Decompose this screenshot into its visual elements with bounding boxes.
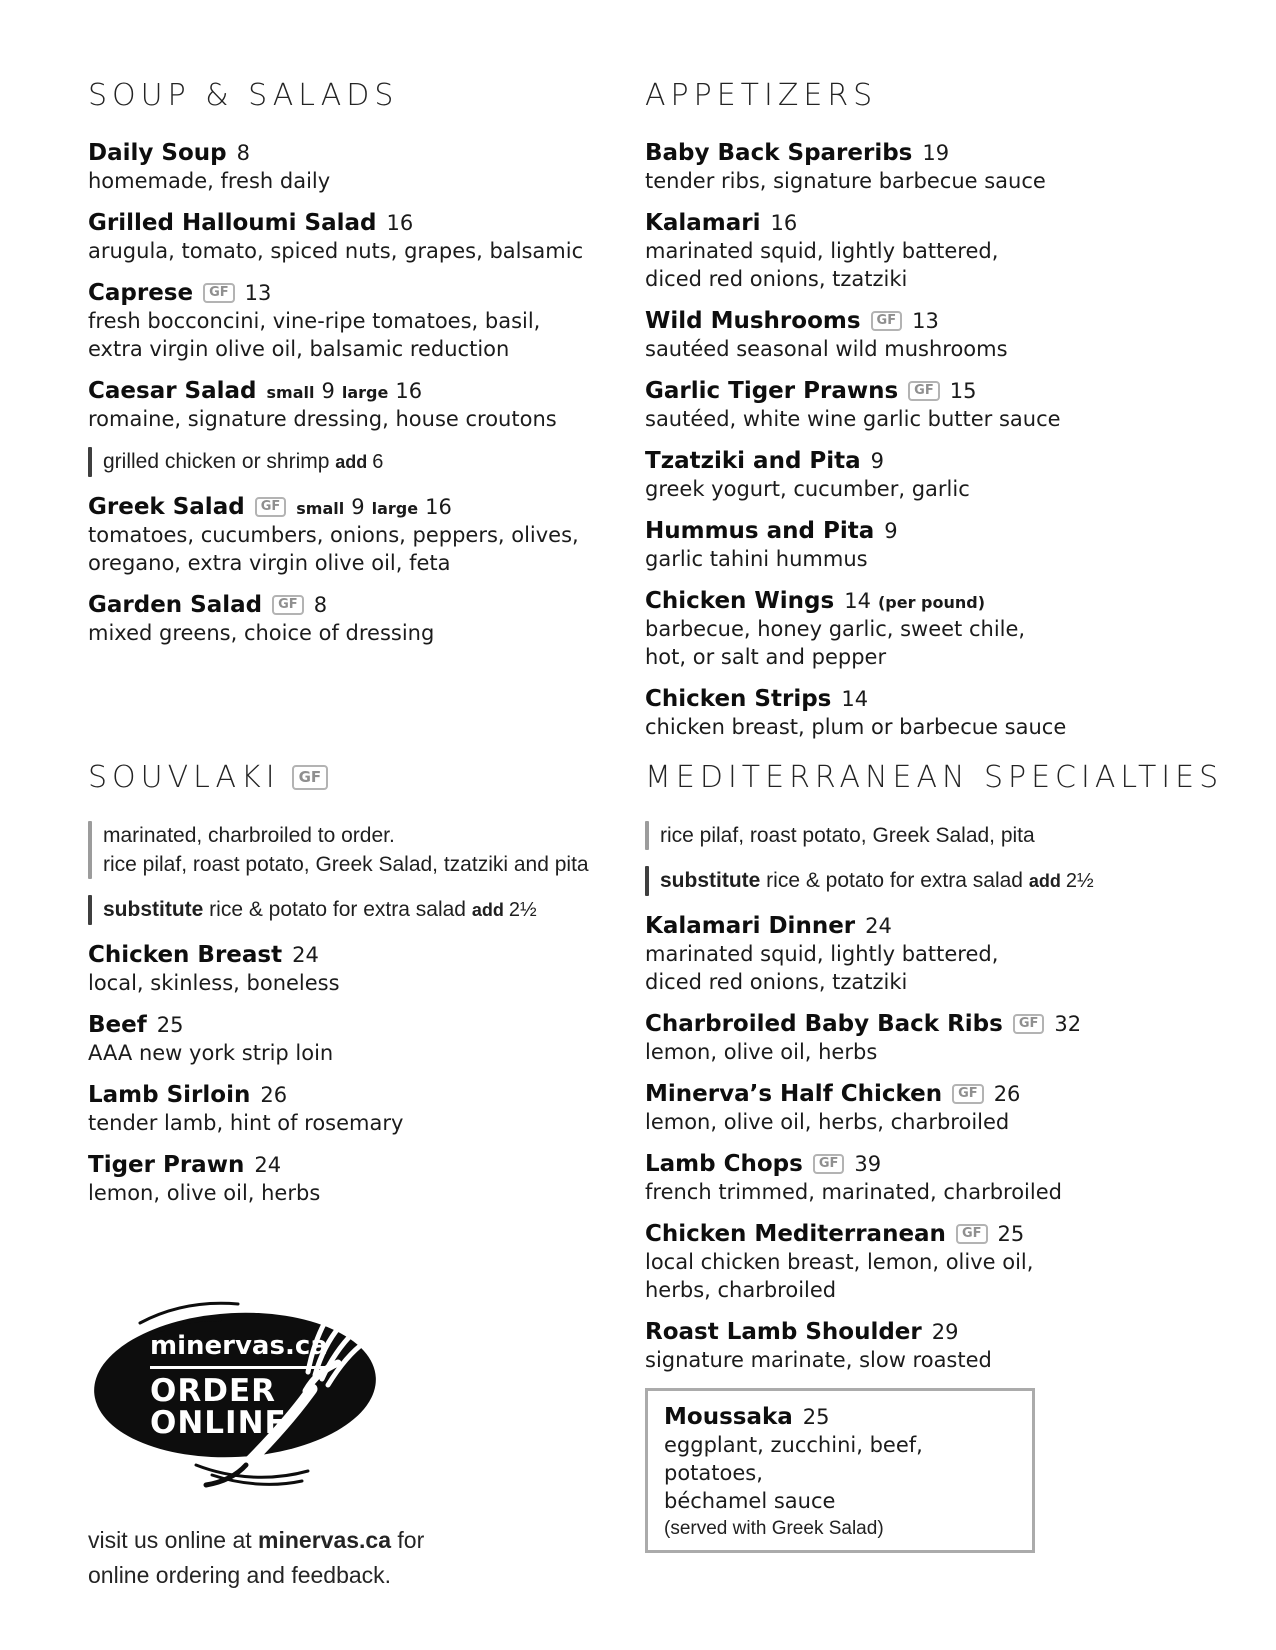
menu-item-header <box>645 1010 1237 1038</box>
section-title-row <box>645 760 1237 795</box>
menu-item-header <box>88 1151 608 1179</box>
menu-item <box>88 377 608 433</box>
menu-item <box>88 493 608 577</box>
item-description: oregano, extra virgin olive oil, feta <box>88 551 451 575</box>
gf-badge: GF <box>292 765 329 790</box>
gf-badge: GF <box>272 595 304 615</box>
item-name: Tiger Prawn <box>88 1152 245 1178</box>
gf-badge: GF <box>956 1224 988 1244</box>
item-price <box>1054 1012 1081 1036</box>
item-description: french trimmed, marinated, charbroiled <box>645 1180 1062 1204</box>
text-token: rice pilaf, roast potato, Greek Salad, tzatziki and pita <box>103 853 589 876</box>
text-token: grilled chicken or shrimp <box>103 450 336 473</box>
item-price <box>254 1153 281 1177</box>
price-part: 16 <box>386 211 414 235</box>
item-description: eggplant, zucchini, beef, potatoes, <box>664 1433 923 1485</box>
text-token: 2½ <box>508 899 537 921</box>
item-name: Lamb Chops <box>645 1151 803 1177</box>
section-title: SOUVLAKI <box>88 760 280 795</box>
note-lines <box>103 895 537 925</box>
price-part: 25 <box>156 1013 184 1037</box>
item-name: Roast Lamb Shoulder <box>645 1319 922 1345</box>
item-name: Kalamari Dinner <box>645 913 856 939</box>
price-part: 16 <box>425 495 452 519</box>
price-part: small <box>266 383 315 402</box>
section-title-row <box>645 78 1231 113</box>
menu-item <box>88 1081 608 1137</box>
menu-item-header <box>645 377 1231 405</box>
menu-item <box>645 587 1231 671</box>
menu-item <box>645 377 1231 433</box>
gf-badge: GF <box>908 381 940 401</box>
note-bar <box>88 821 92 879</box>
text-token: minervas.ca <box>258 1527 392 1553</box>
item-description: herbs, charbroiled <box>645 1278 837 1302</box>
item-price <box>922 141 949 165</box>
menu-item-header <box>645 1080 1237 1108</box>
menu-item-header <box>645 447 1231 475</box>
item-description: tomatoes, cucumbers, onions, peppers, olives, <box>88 523 579 547</box>
menu-item <box>645 209 1231 293</box>
item-name: Charbroiled Baby Back Ribs <box>645 1011 1003 1037</box>
price-part: 24 <box>254 1153 282 1177</box>
note-lines <box>103 821 589 879</box>
menu-item <box>645 685 1231 741</box>
price-part: 8 <box>313 593 328 617</box>
logo-site-url: minervas.ca <box>150 1331 328 1369</box>
menu-item <box>645 1220 1237 1304</box>
price-part: 26 <box>260 1083 288 1107</box>
section-soup-salads <box>88 78 608 661</box>
item-price <box>157 1013 184 1037</box>
note <box>645 821 1237 850</box>
logo-order-label: ORDER <box>150 1373 277 1409</box>
menu-item <box>645 139 1231 195</box>
item-description: barbecue, honey garlic, sweet chile, <box>645 617 1026 641</box>
item-name: Chicken Wings <box>645 588 835 614</box>
section-souvlaki <box>88 760 608 1592</box>
item-description: diced red onions, tzatziki <box>645 970 908 994</box>
price-part: 24 <box>292 943 319 967</box>
item-name: Baby Back Spareribs <box>645 140 913 166</box>
price-part: 9 <box>321 379 335 403</box>
menu-item-header <box>645 139 1231 167</box>
menu-item-header <box>88 209 608 237</box>
item-name: Chicken Strips <box>645 686 832 712</box>
menu-item <box>664 1403 1016 1540</box>
text-token: substitute <box>103 898 210 921</box>
item-name: Minerva’s Half Chicken <box>645 1081 943 1107</box>
item-description: sautéed, white wine garlic butter sauce <box>645 407 1061 431</box>
item-description: local chicken breast, lemon, olive oil, <box>645 1250 1034 1274</box>
item-description: hot, or salt and pepper <box>645 645 887 669</box>
note-lines <box>660 866 1094 896</box>
note <box>645 866 1237 896</box>
menu-item-header <box>88 1081 608 1109</box>
item-price <box>260 1083 287 1107</box>
text-token: for online ordering and feedback. <box>88 1527 425 1588</box>
item-name: Chicken Breast <box>88 942 283 968</box>
price-part: large <box>371 499 419 518</box>
menu-item-header <box>645 1220 1237 1248</box>
menu-item-header <box>664 1403 1016 1431</box>
item-description: homemade, fresh daily <box>88 169 331 193</box>
note-bar <box>645 866 649 896</box>
item-description: greek yogurt, cucumber, garlic <box>645 477 970 501</box>
menu-item-header <box>645 307 1231 335</box>
price-part: large <box>341 383 389 402</box>
price-part: 8 <box>236 141 250 165</box>
price-part: 24 <box>865 914 892 938</box>
menu-item <box>645 517 1231 573</box>
menu-item-header <box>645 587 1231 615</box>
price-part: 29 <box>931 1320 959 1344</box>
item-price <box>998 1222 1025 1246</box>
item-description: AAA new york strip loin <box>88 1041 334 1065</box>
menu-item <box>645 1318 1237 1374</box>
note-line <box>103 895 537 925</box>
price-part: 16 <box>395 379 423 403</box>
text-token: add <box>471 900 509 920</box>
text-token: 6 <box>372 451 384 473</box>
note <box>88 447 608 477</box>
menu-item <box>88 139 608 195</box>
item-price <box>267 379 423 403</box>
item-name: Chicken Mediterranean <box>645 1221 946 1247</box>
price-part: 19 <box>922 141 950 165</box>
price-part: 9 <box>870 449 885 473</box>
menu-item-header <box>88 591 608 619</box>
item-description: signature marinate, slow roasted <box>645 1348 992 1372</box>
menu-item-header <box>88 377 608 405</box>
section-title: SOUP & SALADS <box>88 78 399 113</box>
item-name: Beef <box>88 1012 147 1038</box>
item-price <box>871 449 884 473</box>
menu-item <box>645 1010 1237 1066</box>
item-price <box>296 495 452 519</box>
gf-badge: GF <box>203 283 235 303</box>
item-price <box>386 211 413 235</box>
item-price <box>803 1405 830 1429</box>
gf-badge: GF <box>255 497 287 517</box>
item-name: Caprese <box>88 280 194 306</box>
price-part: 25 <box>802 1405 830 1429</box>
price-part: small <box>296 499 345 518</box>
text-token: 2½ <box>1065 870 1094 892</box>
item-description: tender ribs, signature barbecue sauce <box>645 169 1046 193</box>
logo-online-label: ONLINE <box>150 1404 287 1441</box>
gf-badge: GF <box>952 1084 984 1104</box>
item-price <box>865 914 892 938</box>
item-name: Lamb Sirloin <box>88 1082 251 1108</box>
item-name: Greek Salad <box>88 494 245 520</box>
menu-item-header <box>88 493 608 521</box>
menu-item <box>88 591 608 647</box>
item-price <box>314 593 327 617</box>
note-bar <box>88 447 92 477</box>
price-part: (per pound) <box>877 593 986 612</box>
item-description: mixed greens, choice of dressing <box>88 621 435 645</box>
menu-item-header <box>645 209 1231 237</box>
item-name: Caesar Salad <box>88 378 257 404</box>
note-line <box>103 850 589 879</box>
item-price <box>844 589 985 613</box>
text-token: rice & potato for extra salad <box>766 869 1029 892</box>
moussaka-box <box>645 1388 1035 1553</box>
item-name: Garlic Tiger Prawns <box>645 378 899 404</box>
text-token: marinated, charbroiled to order. <box>103 824 395 847</box>
item-name: Garden Salad <box>88 592 263 618</box>
item-price <box>912 309 939 333</box>
item-description: romaine, signature dressing, house croutons <box>88 407 557 431</box>
note <box>88 821 608 879</box>
menu-item-header <box>88 941 608 969</box>
item-description: lemon, olive oil, herbs <box>645 1040 878 1064</box>
section-mediterranean <box>645 760 1237 1553</box>
menu-item-header <box>88 279 608 307</box>
price-part: 15 <box>949 379 977 403</box>
item-description: sautéed seasonal wild mushrooms <box>645 337 1008 361</box>
item-description: fresh bocconcini, vine-ripe tomatoes, basil, <box>88 309 541 333</box>
menu-item-header <box>645 1150 1237 1178</box>
item-description: marinated squid, lightly battered, <box>645 239 999 263</box>
item-price <box>932 1320 959 1344</box>
item-description: local, skinless, boneless <box>88 971 340 995</box>
logo-text <box>150 1331 328 1439</box>
item-price <box>770 211 797 235</box>
item-description: extra virgin olive oil, balsamic reduction <box>88 337 510 361</box>
note-lines <box>103 447 383 477</box>
item-price <box>854 1152 881 1176</box>
text-token: add <box>1028 871 1066 891</box>
section-appetizers <box>645 78 1231 755</box>
footer-text <box>88 1523 478 1592</box>
section-title: MEDITERRANEAN SPECIALTIES <box>645 760 1224 795</box>
item-description: béchamel sauce <box>664 1489 836 1513</box>
menu-item <box>88 1011 608 1067</box>
item-description: tender lamb, hint of rosemary <box>88 1111 404 1135</box>
menu-item-header <box>88 1011 608 1039</box>
menu-item <box>645 1080 1237 1136</box>
menu-item-header <box>645 1318 1237 1346</box>
item-name: Tzatziki and Pita <box>645 448 861 474</box>
text-token: rice & potato for extra salad <box>209 898 472 921</box>
item-price <box>994 1082 1021 1106</box>
note-bar <box>88 895 92 925</box>
menu-item-header <box>645 685 1231 713</box>
item-description: arugula, tomato, spiced nuts, grapes, balsamic <box>88 239 584 263</box>
item-description: chicken breast, plum or barbecue sauce <box>645 715 1067 739</box>
order-online-logo <box>92 1299 392 1479</box>
price-part: 26 <box>993 1082 1021 1106</box>
item-price <box>841 687 868 711</box>
note-line <box>660 821 1035 850</box>
note-lines <box>660 821 1035 850</box>
menu-item <box>88 1151 608 1207</box>
item-name: Kalamari <box>645 210 761 236</box>
item-description: garlic tahini hummus <box>645 547 868 571</box>
item-description: diced red onions, tzatziki <box>645 267 908 291</box>
item-price <box>237 141 250 165</box>
text-token: rice pilaf, roast potato, Greek Salad, pita <box>660 824 1035 847</box>
item-name: Grilled Halloumi Salad <box>88 210 377 236</box>
price-part: 25 <box>997 1222 1025 1246</box>
price-part: 9 <box>351 495 365 519</box>
note-line <box>660 866 1094 896</box>
gf-badge: GF <box>871 311 903 331</box>
note-bar <box>645 821 649 850</box>
item-description: marinated squid, lightly battered, <box>645 942 999 966</box>
item-price <box>884 519 897 543</box>
price-part: 14 <box>841 687 869 711</box>
menu-item-header <box>645 517 1231 545</box>
item-extra-note: (served with Greek Salad) <box>664 1518 884 1539</box>
section-title-row <box>88 760 608 795</box>
note <box>88 895 608 925</box>
gf-badge: GF <box>813 1154 845 1174</box>
item-price <box>950 379 977 403</box>
item-name: Wild Mushrooms <box>645 308 861 334</box>
section-title: APPETIZERS <box>645 78 878 113</box>
menu-item <box>645 912 1237 996</box>
menu-item <box>88 941 608 997</box>
item-name: Moussaka <box>664 1404 793 1430</box>
menu-item <box>645 1150 1237 1206</box>
item-name: Hummus and Pita <box>645 518 875 544</box>
menu-item-header <box>645 912 1237 940</box>
item-description: lemon, olive oil, herbs, charbroiled <box>645 1110 1010 1134</box>
item-name: Daily Soup <box>88 140 227 166</box>
price-part: 32 <box>1054 1012 1082 1036</box>
menu-item <box>88 209 608 265</box>
text-token: visit us online at <box>88 1527 259 1553</box>
price-part: 16 <box>770 211 798 235</box>
section-title-row <box>88 78 608 113</box>
price-part: 13 <box>244 281 272 305</box>
note-line <box>103 821 589 850</box>
price-part: 14 <box>844 589 871 613</box>
menu-item-header <box>88 139 608 167</box>
item-price <box>292 943 319 967</box>
price-part: 9 <box>884 519 898 543</box>
gf-badge: GF <box>1013 1014 1045 1034</box>
menu-item <box>645 447 1231 503</box>
item-price <box>245 281 272 305</box>
price-part: 13 <box>912 309 939 333</box>
text-token: add <box>335 452 373 472</box>
item-description: lemon, olive oil, herbs <box>88 1181 321 1205</box>
price-part: 39 <box>854 1152 882 1176</box>
menu-item <box>645 307 1231 363</box>
menu-item <box>88 279 608 363</box>
note-line <box>103 447 383 477</box>
text-token: substitute <box>660 869 767 892</box>
